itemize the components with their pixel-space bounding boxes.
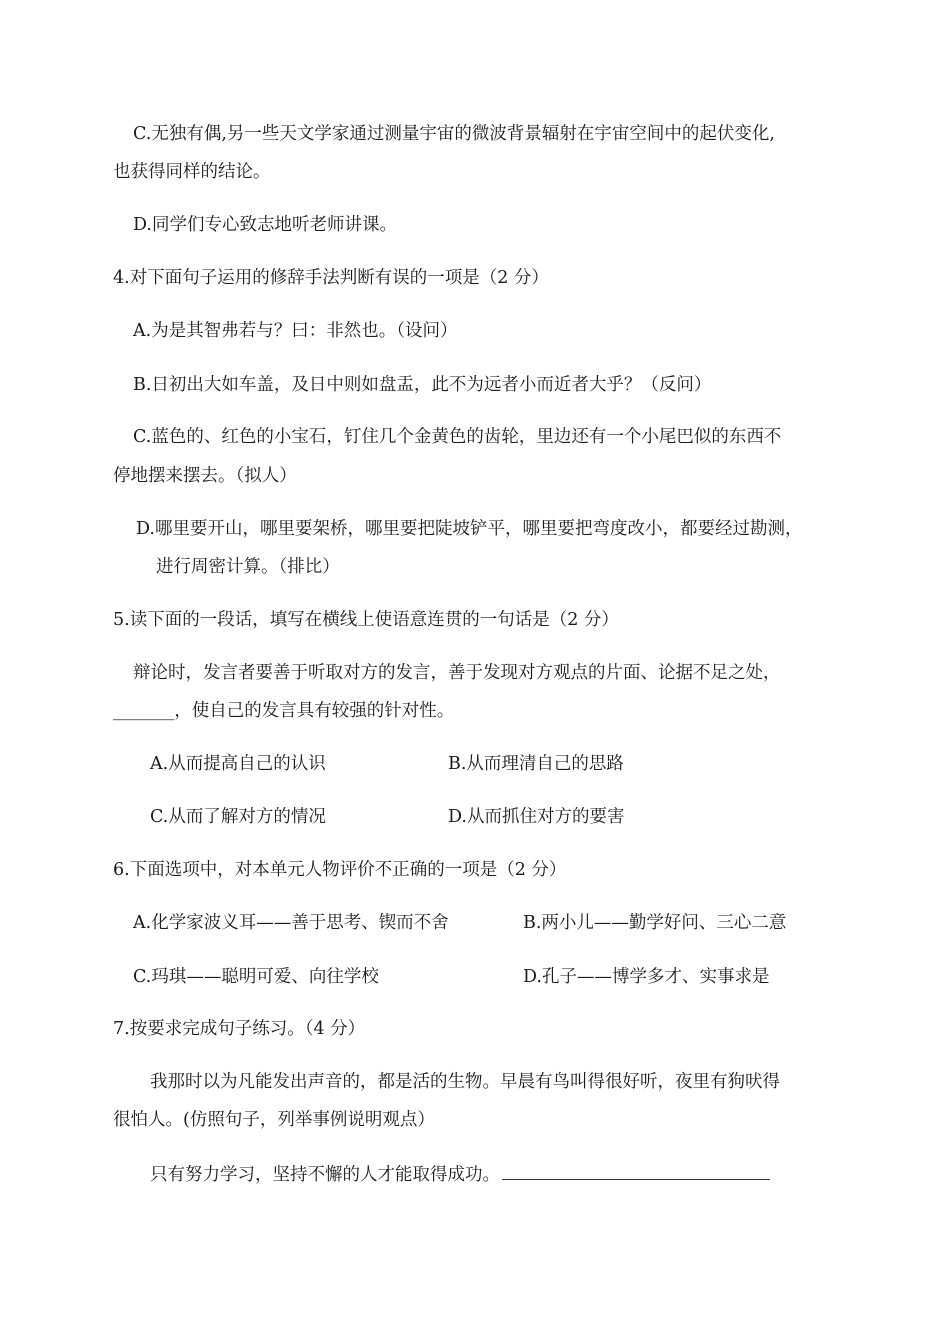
- q6-option-c: C.玛琪——聪明可爱、向往学校: [133, 967, 379, 987]
- q5-option-d: D.从而抓住对方的要害: [448, 807, 625, 827]
- q6-option-d: D.孔子——博学多才、实事求是: [523, 967, 770, 987]
- q4-stem: 4.对下面句子运用的修辞手法判断有误的一项是（2 分）: [113, 268, 549, 288]
- q7-stem: 7.按要求完成句子练习。（4 分）: [113, 1019, 366, 1039]
- q4-option-b: B.日初出大如车盖，及日中则如盘盂，此不为远者小而近者大乎？（反问）: [133, 375, 712, 395]
- q3-option-c-line1: C.无独有偶,另一些天文学家通过测量宇宙的微波背景辐射在宇宙空间中的起伏变化,: [133, 124, 775, 144]
- q5-passage-line2: [113, 699, 454, 723]
- q4-option-c-line2: 停地摆来摆去。（拟人）: [113, 466, 297, 486]
- q7-example-line1: 我那时以为凡能发出声音的，都是活的生物。早晨有鸟叫得很好听，夜里有狗吠得: [150, 1072, 780, 1092]
- q7-example-line2: 很怕人。(仿照句子，列举事例说明观点）: [113, 1110, 435, 1130]
- q4-option-a: A.为是其智弗若与？曰：非然也。（设问）: [133, 321, 458, 341]
- q6-option-a: A.化学家波义耳——善于思考、锲而不舍: [133, 913, 449, 933]
- q5-passage-line2-text: ，使自己的发言具有较强的针对性。: [174, 701, 455, 721]
- q4-option-d-line1: D.哪里要开山，哪里要架桥，哪里要把陡坡铲平，哪里要把弯度改小，都要经过勘测，: [136, 519, 803, 539]
- q6-stem: 6.下面选项中，对本单元人物评价不正确的一项是（2 分）: [113, 860, 567, 880]
- q4-option-d-line2: 进行周密计算。（排比）: [156, 557, 340, 577]
- q5-answer-blank[interactable]: _______: [113, 701, 175, 721]
- q6-option-b: B.两小儿——勤学好问、三心二意: [523, 913, 787, 933]
- q7-task-text: 只有努力学习，坚持不懈的人才能取得成功。: [150, 1165, 500, 1185]
- q4-option-c-line1: C.蓝色的、红色的小宝石，钉住几个金黄色的齿轮，里边还有一个小尾巴似的东西不: [133, 427, 782, 447]
- q7-task: [150, 1161, 770, 1187]
- q5-stem: 5.读下面的一段话，填写在横线上使语意连贯的一句话是（2 分）: [113, 610, 619, 630]
- q3-option-c-line2: 也获得同样的结论。: [113, 162, 271, 182]
- q3-option-d: D.同学们专心致志地听老师讲课。: [133, 215, 397, 235]
- q7-answer-line[interactable]: [502, 1161, 770, 1180]
- q5-passage-line1: 辩论时，发言者要善于听取对方的发言，善于发现对方观点的片面、论据不足之处，: [133, 663, 781, 683]
- q5-option-a: A.从而提高自己的认识: [150, 754, 326, 774]
- q5-option-b: B.从而理清自己的思路: [448, 754, 624, 774]
- q5-option-c: C.从而了解对方的情况: [150, 807, 326, 827]
